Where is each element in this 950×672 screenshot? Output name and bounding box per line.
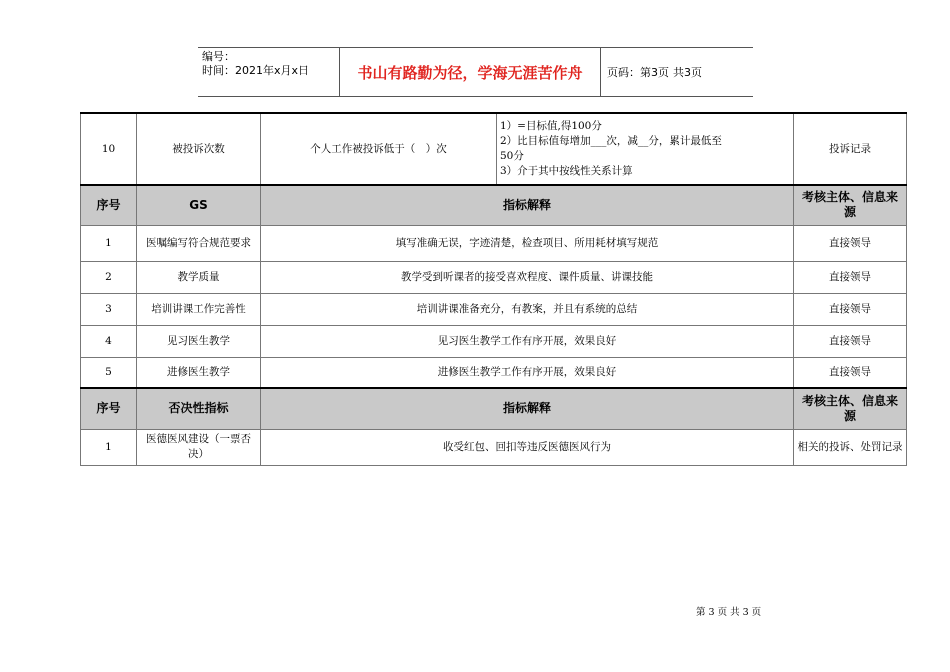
col-header-number: 序号 (81, 388, 137, 429)
row-description: 个人工作被投诉低于（ ）次 (261, 113, 497, 185)
row-explain: 教学受到听课者的接受喜欢程度、课件质量、讲课技能 (261, 261, 794, 293)
rule-line: 50分 (500, 150, 524, 162)
row-indicator: 教学质量 (137, 261, 261, 293)
row-source: 直接领导 (794, 325, 907, 357)
col-header-number: 序号 (81, 185, 137, 225)
rule-line: 3）介于其中按线性关系计算 (500, 165, 633, 177)
row-number: 1 (81, 225, 137, 261)
table-row (81, 225, 907, 261)
page-number: 页码：第3页 (607, 66, 669, 79)
table-row-10 (81, 113, 907, 185)
table-row (81, 293, 907, 325)
row-scoring-rules (497, 113, 794, 185)
gs-header-row (81, 185, 907, 225)
row-source: 直接领导 (794, 225, 907, 261)
document-date: 时间：2021年x月x日 (202, 64, 310, 77)
row-explain: 培训讲课准备充分，有教案，并且有系统的总结 (261, 293, 794, 325)
rule-line: 2）比目标值每增加___次，减__分，累计最低至 (500, 135, 722, 147)
col-header-source: 考核主体、信息来源 (794, 185, 907, 225)
table-row (81, 357, 907, 388)
row-explain: 收受红包、回扣等违反医德医风行为 (261, 429, 794, 465)
page-footer: 第 3 页 共 3 页 (696, 607, 762, 618)
row-number: 2 (81, 261, 137, 293)
page-total: 共3页 (673, 66, 702, 79)
col-header-source: 考核主体、信息来源 (794, 388, 907, 429)
header-meta (198, 48, 339, 96)
veto-header-row (81, 388, 907, 429)
col-header-explain: 指标解释 (261, 185, 794, 225)
col-header-gs: GS (137, 185, 261, 225)
row-number: 4 (81, 325, 137, 357)
page-header (198, 47, 753, 97)
header-motto: 书山有路勤为径，学海无涯苦作舟 (339, 48, 601, 96)
header-page (601, 48, 753, 96)
row-number: 3 (81, 293, 137, 325)
row-indicator: 医嘱编写符合规范要求 (137, 225, 261, 261)
row-number: 5 (81, 357, 137, 388)
col-header-explain: 指标解释 (261, 388, 794, 429)
kpi-table (80, 112, 907, 466)
row-source: 相关的投诉、处罚记录 (794, 429, 907, 465)
row-source: 直接领导 (794, 293, 907, 325)
row-explain: 填写准确无误，字迹清楚，检查项目、所用耗材填写规范 (261, 225, 794, 261)
row-indicator: 进修医生教学 (137, 357, 261, 388)
row-source: 直接领导 (794, 357, 907, 388)
row-source: 投诉记录 (794, 113, 907, 185)
row-number: 10 (81, 113, 137, 185)
row-indicator: 培训讲课工作完善性 (137, 293, 261, 325)
row-explain: 进修医生教学工作有序开展，效果良好 (261, 357, 794, 388)
row-explain: 见习医生教学工作有序开展，效果良好 (261, 325, 794, 357)
rule-line: 1）=目标值,得100分 (500, 120, 602, 132)
row-source: 直接领导 (794, 261, 907, 293)
table-row (81, 429, 907, 465)
col-header-veto: 否决性指标 (137, 388, 261, 429)
row-indicator: 医德医风建设（一票否决） (137, 429, 261, 465)
table-row (81, 261, 907, 293)
row-indicator: 见习医生教学 (137, 325, 261, 357)
row-indicator: 被投诉次数 (137, 113, 261, 185)
table-row (81, 325, 907, 357)
row-number: 1 (81, 429, 137, 465)
document-number: 编号： (202, 50, 235, 63)
